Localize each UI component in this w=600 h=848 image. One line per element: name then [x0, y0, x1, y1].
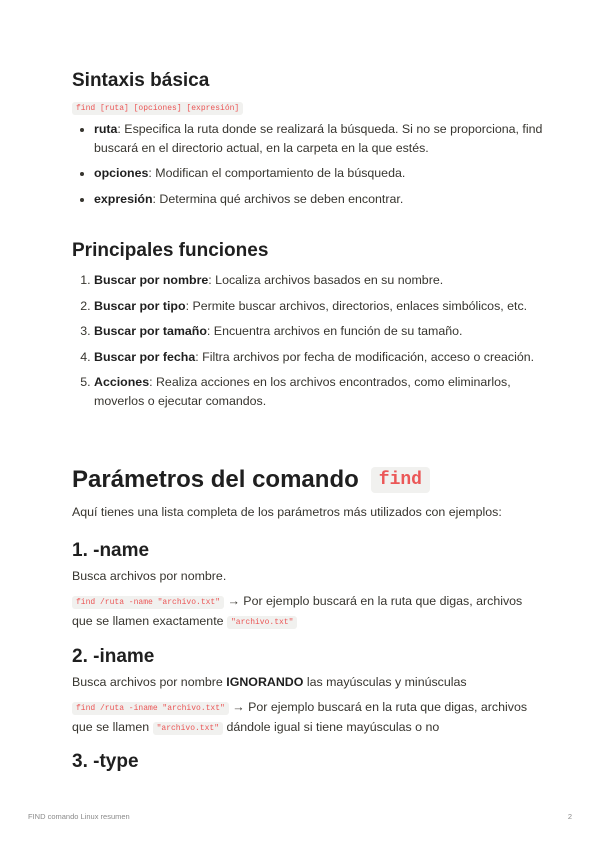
list-item	[94, 322, 549, 341]
list-item-term: Buscar por tamaño	[94, 324, 207, 338]
functions-list	[72, 271, 549, 417]
iname-description	[72, 675, 467, 689]
functions-heading: Principales funciones	[72, 240, 269, 261]
iname-desc-bold: IGNORANDO	[226, 675, 304, 689]
syntax-heading: Sintaxis básica	[72, 70, 210, 91]
list-item-text: : Modifican el comportamiento de la búsqueda.	[148, 166, 406, 180]
name-heading: 1. -name	[72, 540, 150, 561]
footer-title: FIND comando Linux resumen	[28, 812, 130, 821]
list-item-text: : Encuentra archivos en función de su tamaño.	[206, 324, 463, 338]
name-example-filename: "archivo.txt"	[227, 616, 297, 629]
iname-example-code: find /ruta -iname "archivo.txt"	[72, 702, 229, 715]
iname-example	[72, 698, 532, 738]
list-item	[94, 297, 549, 316]
list-item-text: : Localiza archivos basados en su nombre.	[208, 273, 444, 287]
list-item-term: Acciones	[94, 375, 150, 389]
list-item-text: : Determina qué archivos se deben encontrar.	[152, 191, 404, 206]
page-number: 2	[567, 812, 572, 821]
list-item-term: Buscar por nombre	[94, 273, 209, 287]
list-item	[94, 271, 549, 290]
iname-example-text2: dándole igual si tiene mayúsculas o no	[223, 720, 440, 734]
type-heading: 3. -type	[72, 751, 139, 772]
list-item-term: Buscar por fecha	[94, 349, 196, 364]
params-heading	[72, 466, 430, 494]
list-item	[94, 190, 544, 209]
iname-desc-after: las mayúsculas y minúsculas	[303, 675, 467, 689]
list-item	[94, 373, 549, 410]
list-item-term: Buscar por tipo	[94, 298, 186, 313]
iname-heading: 2. -iname	[72, 646, 155, 667]
syntax-list	[72, 120, 544, 215]
list-item-text: : Especifica la ruta donde se realizará la búsqueda. Si no se proporciona, find buscará en el directorio actual, en la carpeta en la que estés.	[94, 122, 543, 155]
name-example-text: → Por ejemplo buscará en la ruta que digas, archivos que se llamen exactamente	[72, 594, 523, 628]
list-item-text: : Realiza acciones en los archivos encontrados, como eliminarlos, moverlos o ejecutar comandos.	[94, 375, 511, 408]
name-example	[72, 592, 532, 632]
iname-example-text: → Por ejemplo buscará en la ruta que digas, archivos que se llamen	[72, 700, 528, 734]
iname-example-filename: "archivo.txt"	[153, 722, 223, 735]
iname-desc-before: Busca archivos por nombre	[72, 675, 227, 689]
params-intro: Aquí tienes una lista completa de los parámetros más utilizados con ejemplos:	[72, 505, 502, 519]
name-example-code: find /ruta -name "archivo.txt"	[72, 596, 224, 609]
syntax-code: find [ruta] [opciones] [expresión]	[72, 102, 243, 115]
list-item-text: : Permite buscar archivos, directorios, enlaces simbólicos, etc.	[185, 298, 528, 313]
list-item	[94, 164, 544, 183]
name-description: Busca archivos por nombre.	[72, 569, 227, 583]
params-heading-code: find	[371, 467, 430, 493]
list-item	[94, 348, 549, 367]
list-item-term: opciones	[94, 166, 149, 180]
syntax-code-block	[72, 98, 243, 116]
list-item	[94, 120, 544, 157]
params-heading-text: Parámetros del comando	[72, 466, 359, 493]
list-item-term: expresión	[94, 191, 153, 206]
list-item-term: ruta	[94, 122, 118, 136]
list-item-text: : Filtra archivos por fecha de modificación, acceso o creación.	[195, 349, 535, 364]
